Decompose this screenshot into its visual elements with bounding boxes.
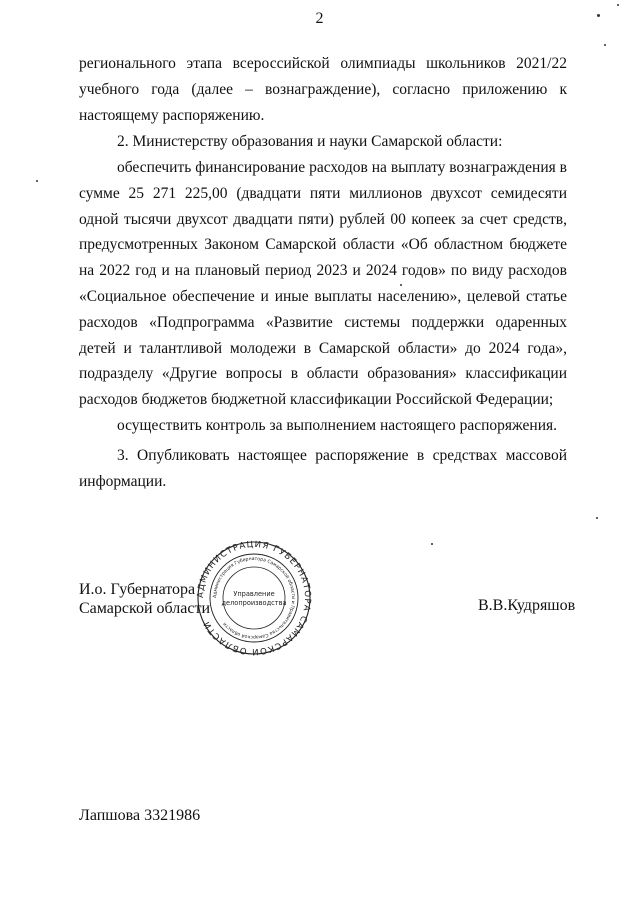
scan-speck [431,543,433,545]
stamp-center-line-2: делопроизводства [221,599,287,607]
signatory-name: В.В.Кудряшов [478,597,576,614]
page-number: 2 [315,10,324,27]
official-stamp [196,540,312,656]
executor-contact: Лапшова 3321986 [79,807,201,824]
stamp-outer-text: АДМИНИСТРАЦИЯ ГУБЕРНАТОРА САМАРСКОЙ ОБЛАСТИ [196,540,312,656]
body-paragraph-2: 2. Министерству образования и науки Самарской области: [117,133,503,150]
body-paragraph-4: осуществить контроль за выполнением настоящего распоряжения. [117,417,558,434]
scan-speck [400,284,402,286]
scan-speck [596,517,598,519]
scan-speck [36,180,38,182]
body-paragraph-1: регионального этапа всероссийской олимпиады школьников 2021/22 учебного года (далее – вознаграждение), согласно приложению к настоящему распоряжению. [79,55,567,124]
body-paragraph-5: 3. Опубликовать настоящее распоряжение в средствах массовой информации. [79,447,567,490]
scan-speck [597,14,600,17]
scan-speck [604,44,606,46]
signatory-position [79,580,210,618]
stamp-center-line-1: Управление [233,590,275,598]
signatory-position-line-1: И.о. Губернатора [79,581,196,598]
signatory-position-line-2: Самарской области [79,600,210,617]
scan-speck [617,4,619,6]
body-paragraph-3: обеспечить финансирование расходов на выплату вознаграждения в сумме 25 271 225,00 (двадцати пяти миллионов двухсот семидесяти одной тысячи двухсот двадцати пяти) рублей 00 копеек за счет средств, предусмотренных Законом Самарской области «Об областном бюджете на 2022 год и на плановый период 2023 и 2024 годов» по виду расходов «Социальное обеспечение и иные выплаты населению», целевой статье расходов «Подпрограмма «Развитие системы поддержки одаренных детей и талантливой молодежи в Самарской области» до 2024 года», подразделу «Другие вопросы в области образования» классификации расходов бюджетов бюджетной классификации Российской Федерации; [79,159,567,409]
stamp-inner-text: Администрация Губернатора Самарской области и Правительства Самарской области [212,556,296,640]
